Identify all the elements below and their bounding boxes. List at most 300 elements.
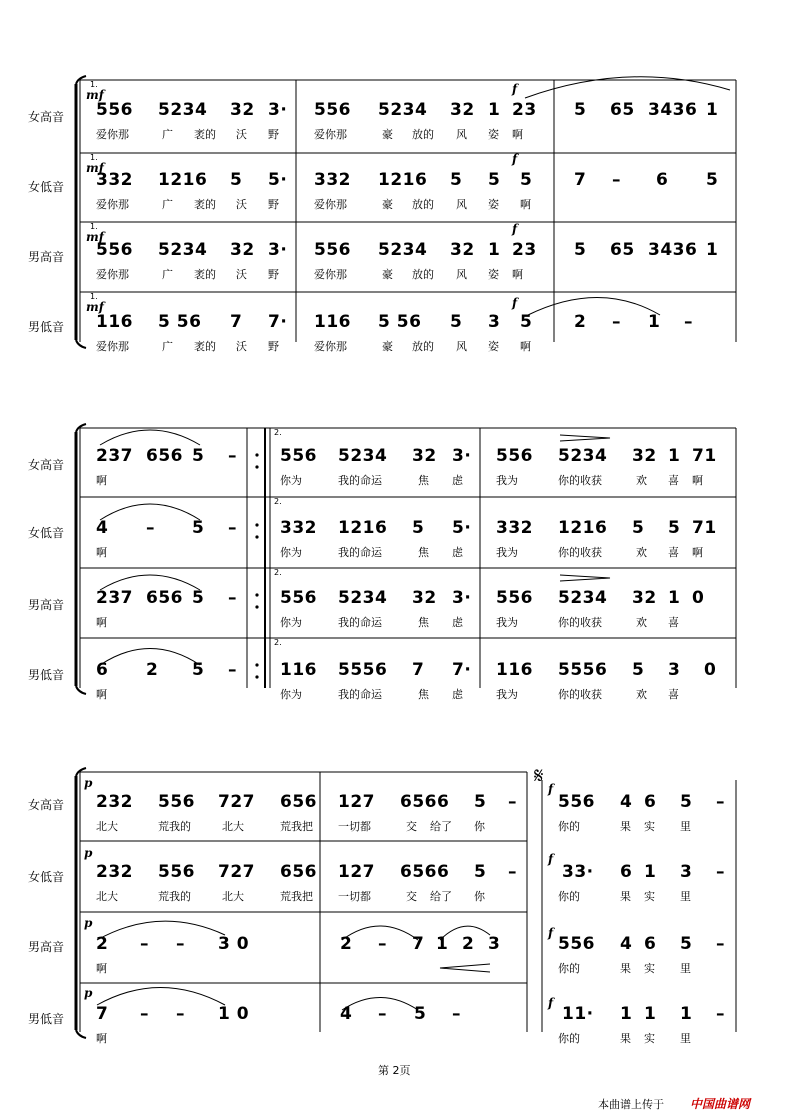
- lyric: 虑: [452, 546, 463, 559]
- note-group: 1: [436, 934, 449, 954]
- note-group: 7: [412, 934, 425, 954]
- note-group: 556: [280, 588, 317, 608]
- note-group: –: [228, 446, 237, 466]
- note-group: –: [716, 934, 725, 954]
- lyric: 你的收获: [558, 474, 602, 487]
- note-group: 556: [496, 588, 533, 608]
- upload-credit: 本曲谱上传于: [598, 1098, 664, 1111]
- lyric: 广: [162, 198, 173, 211]
- lyric: 豪: [382, 268, 393, 281]
- note-group: 3·: [452, 446, 472, 466]
- note-group: 127: [338, 792, 375, 812]
- lyric: 荒我的: [158, 890, 191, 903]
- lyric: 交: [406, 820, 417, 833]
- note-group: 5234: [558, 446, 608, 466]
- lyric: 爱你那: [314, 198, 347, 211]
- lyric: 我的命运: [338, 688, 382, 701]
- note-group: 5: [474, 862, 487, 882]
- note-group: 23: [512, 240, 537, 260]
- note-group: 5: [230, 170, 243, 190]
- note-group: –: [140, 934, 149, 954]
- part-name-tenor: 男高音: [28, 598, 65, 612]
- lyric: 我为: [496, 688, 518, 701]
- dynamic-f: f: [512, 296, 518, 310]
- note-group: 2: [462, 934, 475, 954]
- dynamic-f: f: [512, 152, 518, 166]
- lyric: 北大: [222, 890, 244, 903]
- lyric: 喜: [668, 474, 679, 487]
- lyric: 放的: [412, 128, 434, 141]
- lyric: 爱你那: [96, 340, 129, 353]
- note-group: 5 56: [158, 312, 202, 332]
- part-name-bass: 男低音: [28, 320, 65, 334]
- note-group: 116: [96, 312, 133, 332]
- lyric: 你为: [280, 688, 302, 701]
- lyric: 你: [474, 820, 485, 833]
- note-group: 237: [96, 446, 133, 466]
- page-number: 第 2页: [378, 1064, 411, 1077]
- note-group: –: [176, 934, 185, 954]
- note-group: 4: [620, 792, 633, 812]
- lyric: 你的: [558, 1032, 580, 1045]
- lyric: 实: [644, 820, 655, 833]
- lyric: 我为: [496, 546, 518, 559]
- part-name-tenor: 男高音: [28, 250, 65, 264]
- lyric: 啊: [512, 268, 523, 281]
- lyric: 焦: [418, 688, 429, 701]
- note-group: 5: [192, 446, 205, 466]
- note-group: 5: [520, 170, 533, 190]
- note-group: –: [508, 862, 517, 882]
- note-group: 0: [692, 588, 705, 608]
- note-group: 6: [96, 660, 109, 680]
- note-group: 6: [656, 170, 669, 190]
- lyric: 姿: [488, 198, 499, 211]
- note-group: 7: [230, 312, 243, 332]
- note-group: 3: [488, 312, 501, 332]
- note-group: 4: [96, 518, 109, 538]
- lyric: 果: [620, 890, 631, 903]
- lyric: 野: [268, 268, 279, 281]
- note-group: –: [612, 312, 621, 332]
- lyric: 欢: [636, 474, 647, 487]
- lyric: 沃: [236, 340, 247, 353]
- note-group: 5: [414, 1004, 427, 1024]
- note-group: 2: [340, 934, 353, 954]
- note-group: 1: [668, 446, 681, 466]
- note-group: 32: [450, 240, 475, 260]
- lyric: 北大: [222, 820, 244, 833]
- volta-2: 2.: [274, 497, 282, 506]
- note-group: 23: [512, 100, 537, 120]
- dynamic-f: f: [548, 926, 554, 940]
- note-group: 556: [558, 934, 595, 954]
- note-group: 3: [668, 660, 681, 680]
- lyric: 野: [268, 198, 279, 211]
- note-group: –: [140, 1004, 149, 1024]
- note-group: 3436: [648, 100, 698, 120]
- lyric: 一切都: [338, 890, 371, 903]
- note-group: 7: [96, 1004, 109, 1024]
- lyric: 北大: [96, 890, 118, 903]
- lyric: 啊: [512, 128, 523, 141]
- note-group: 5556: [558, 660, 608, 680]
- lyric: 我的命运: [338, 546, 382, 559]
- lyric: 豪: [382, 198, 393, 211]
- part-name-soprano: 女高音: [28, 798, 65, 812]
- lyric: 啊: [692, 546, 703, 559]
- note-group: 656: [146, 446, 183, 466]
- note-group: 5234: [338, 446, 388, 466]
- note-group: 5: [192, 518, 205, 538]
- lyric: 豪: [382, 128, 393, 141]
- dynamic-mf: mf: [86, 88, 104, 102]
- lyric: 你的: [558, 890, 580, 903]
- note-group: 556: [558, 792, 595, 812]
- lyric: 爱你那: [96, 128, 129, 141]
- lyric: 欢: [636, 616, 647, 629]
- lyric: 一切都: [338, 820, 371, 833]
- note-group: 656: [280, 862, 317, 882]
- note-group: 727: [218, 862, 255, 882]
- note-group: 5: [412, 518, 425, 538]
- note-group: 6566: [400, 862, 450, 882]
- lyric: 交: [406, 890, 417, 903]
- note-group: 556: [314, 240, 351, 260]
- note-group: 32: [230, 100, 255, 120]
- note-group: 5234: [378, 100, 428, 120]
- lyric: 姿: [488, 128, 499, 141]
- dynamic-f: f: [548, 996, 554, 1010]
- lyric: 啊: [96, 962, 107, 975]
- note-group: 2: [146, 660, 159, 680]
- lyric: 姿: [488, 268, 499, 281]
- lyric: 荒我把: [280, 890, 313, 903]
- note-group: 5234: [558, 588, 608, 608]
- dynamic-p: p: [84, 776, 93, 790]
- note-group: –: [716, 862, 725, 882]
- lyric: 豪: [382, 340, 393, 353]
- lyric: 沃: [236, 128, 247, 141]
- lyric: 你为: [280, 616, 302, 629]
- note-group: 656: [146, 588, 183, 608]
- note-group: 2: [96, 934, 109, 954]
- lyric: 袤的: [194, 268, 216, 281]
- lyric: 我为: [496, 616, 518, 629]
- note-group: 5: [632, 518, 645, 538]
- note-group: 33·: [562, 862, 594, 882]
- lyric: 袤的: [194, 340, 216, 353]
- dynamic-f: f: [512, 222, 518, 236]
- note-group: 5: [680, 934, 693, 954]
- lyric: 喜: [668, 688, 679, 701]
- dynamic-f: f: [512, 82, 518, 96]
- lyric: 你的收获: [558, 546, 602, 559]
- volta-1: 1.: [90, 153, 98, 162]
- note-group: 5556: [338, 660, 388, 680]
- lyric: 风: [456, 340, 467, 353]
- lyric: 给了: [430, 820, 452, 833]
- note-group: 32: [632, 446, 657, 466]
- note-group: 32: [450, 100, 475, 120]
- note-group: 116: [496, 660, 533, 680]
- note-group: 5: [192, 588, 205, 608]
- note-group: –: [716, 792, 725, 812]
- note-group: 32: [230, 240, 255, 260]
- lyric: 风: [456, 128, 467, 141]
- dynamic-mf: mf: [86, 300, 104, 314]
- lyric: 我的命运: [338, 616, 382, 629]
- lyric: 放的: [412, 198, 434, 211]
- note-group: 65: [610, 100, 635, 120]
- lyric: 啊: [96, 616, 107, 629]
- lyric: 你的收获: [558, 616, 602, 629]
- note-group: 237: [96, 588, 133, 608]
- note-group: 5: [574, 240, 587, 260]
- note-group: –: [228, 660, 237, 680]
- lyric: 放的: [412, 340, 434, 353]
- note-group: 116: [280, 660, 317, 680]
- lyric: 喜: [668, 616, 679, 629]
- note-group: 32: [412, 588, 437, 608]
- note-group: 5: [450, 312, 463, 332]
- note-group: 5: [706, 170, 719, 190]
- lyric: 啊: [96, 546, 107, 559]
- note-group: 6: [644, 792, 657, 812]
- lyric: 啊: [520, 340, 531, 353]
- lyric: 爱你那: [314, 128, 347, 141]
- note-group: 5·: [268, 170, 288, 190]
- note-group: 656: [280, 792, 317, 812]
- note-group: 556: [280, 446, 317, 466]
- dynamic-p: p: [84, 916, 93, 930]
- volta-1: 1.: [90, 292, 98, 301]
- part-name-soprano: 女高音: [28, 110, 65, 124]
- note-group: 5234: [158, 100, 208, 120]
- note-group: 6: [644, 934, 657, 954]
- note-group: 5234: [158, 240, 208, 260]
- note-group: 5: [450, 170, 463, 190]
- note-group: 5: [488, 170, 501, 190]
- note-group: 332: [96, 170, 133, 190]
- note-group: 5: [520, 312, 533, 332]
- note-group: 6566: [400, 792, 450, 812]
- note-group: 1216: [558, 518, 608, 538]
- note-group: 7: [412, 660, 425, 680]
- site-logo[interactable]: 中国曲谱网: [690, 1097, 751, 1111]
- lyric: 焦: [418, 474, 429, 487]
- dynamic-p: p: [84, 846, 93, 860]
- lyric: 你的收获: [558, 688, 602, 701]
- lyric: 实: [644, 890, 655, 903]
- note-group: 71: [692, 446, 717, 466]
- note-group: 1: [648, 312, 661, 332]
- part-name-alto: 女低音: [28, 180, 65, 194]
- lyric: 沃: [236, 268, 247, 281]
- note-group: 556: [158, 792, 195, 812]
- note-group: 1216: [338, 518, 388, 538]
- lyric: 广: [162, 268, 173, 281]
- note-group: 1: [644, 862, 657, 882]
- lyric: 焦: [418, 616, 429, 629]
- note-group: 332: [280, 518, 317, 538]
- lyric: 果: [620, 962, 631, 975]
- note-group: –: [176, 1004, 185, 1024]
- note-group: 116: [314, 312, 351, 332]
- lyric: 啊: [520, 198, 531, 211]
- volta-2: 2.: [274, 428, 282, 437]
- note-group: 556: [96, 240, 133, 260]
- part-name-tenor: 男高音: [28, 940, 65, 954]
- note-group: 5: [632, 660, 645, 680]
- lyric: 欢: [636, 546, 647, 559]
- note-group: 71: [692, 518, 717, 538]
- note-group: 1: [644, 1004, 657, 1024]
- note-group: –: [228, 588, 237, 608]
- part-name-bass: 男低音: [28, 1012, 65, 1026]
- note-group: 1: [668, 588, 681, 608]
- note-group: 5: [668, 518, 681, 538]
- note-group: 1: [488, 100, 501, 120]
- lyric: 啊: [96, 474, 107, 487]
- lyric: 袤的: [194, 198, 216, 211]
- lyric: 荒我的: [158, 820, 191, 833]
- lyric: 你的: [558, 820, 580, 833]
- lyric: 北大: [96, 820, 118, 833]
- note-group: –: [228, 518, 237, 538]
- note-group: 3·: [452, 588, 472, 608]
- lyric: 爱你那: [96, 268, 129, 281]
- lyric: 广: [162, 128, 173, 141]
- lyric: 袤的: [194, 128, 216, 141]
- volta-1: 1.: [90, 80, 98, 89]
- lyric: 实: [644, 962, 655, 975]
- lyric: 啊: [96, 688, 107, 701]
- note-group: 1: [706, 240, 719, 260]
- part-name-alto: 女低音: [28, 526, 65, 540]
- note-group: 3: [680, 862, 693, 882]
- note-group: 3·: [268, 240, 288, 260]
- part-name-soprano: 女高音: [28, 458, 65, 472]
- lyric: 里: [680, 890, 691, 903]
- lyric: 果: [620, 820, 631, 833]
- lyric: 我的命运: [338, 474, 382, 487]
- note-group: 2: [574, 312, 587, 332]
- lyric: 啊: [96, 1032, 107, 1045]
- note-group: 5234: [338, 588, 388, 608]
- note-group: –: [378, 1004, 387, 1024]
- note-group: 0: [704, 660, 717, 680]
- note-group: 6: [620, 862, 633, 882]
- note-group: 11·: [562, 1004, 594, 1024]
- segno-icon: 𝄋: [534, 764, 544, 789]
- note-group: 1216: [158, 170, 208, 190]
- note-group: 7·: [452, 660, 472, 680]
- lyric: 欢: [636, 688, 647, 701]
- note-group: –: [508, 792, 517, 812]
- lyric: 广: [162, 340, 173, 353]
- note-group: 4: [620, 934, 633, 954]
- note-group: 7: [574, 170, 587, 190]
- note-group: 232: [96, 862, 133, 882]
- note-group: 5·: [452, 518, 472, 538]
- lyric: 风: [456, 268, 467, 281]
- lyric: 爱你那: [314, 340, 347, 353]
- lyric: 喜: [668, 546, 679, 559]
- note-group: 332: [314, 170, 351, 190]
- note-group: 556: [314, 100, 351, 120]
- note-group: –: [684, 312, 693, 332]
- note-group: –: [146, 518, 155, 538]
- lyric: 我为: [496, 474, 518, 487]
- note-group: 727: [218, 792, 255, 812]
- note-group: 32: [412, 446, 437, 466]
- note-group: –: [452, 1004, 461, 1024]
- note-group: 5: [474, 792, 487, 812]
- lyric: 爱你那: [96, 198, 129, 211]
- note-group: 65: [610, 240, 635, 260]
- lyric: 给了: [430, 890, 452, 903]
- note-group: 5: [680, 792, 693, 812]
- note-group: –: [716, 1004, 725, 1024]
- part-name-alto: 女低音: [28, 870, 65, 884]
- lyric: 野: [268, 128, 279, 141]
- lyric: 果: [620, 1032, 631, 1045]
- lyric: 爱你那: [314, 268, 347, 281]
- lyric: 里: [680, 962, 691, 975]
- volta-2: 2.: [274, 568, 282, 577]
- dynamic-f: f: [548, 782, 554, 796]
- note-group: 32: [632, 588, 657, 608]
- lyric: 里: [680, 820, 691, 833]
- dynamic-p: p: [84, 986, 93, 1000]
- note-group: 5234: [378, 240, 428, 260]
- note-group: 1: [488, 240, 501, 260]
- note-group: 1: [680, 1004, 693, 1024]
- dynamic-f: f: [548, 852, 554, 866]
- lyric: 荒我把: [280, 820, 313, 833]
- part-name-bass: 男低音: [28, 668, 65, 682]
- note-group: 5: [192, 660, 205, 680]
- lyric: 你: [474, 890, 485, 903]
- lyric: 沃: [236, 198, 247, 211]
- note-group: 556: [158, 862, 195, 882]
- note-group: 3: [488, 934, 501, 954]
- note-group: 7·: [268, 312, 288, 332]
- note-group: 1 0: [218, 1004, 250, 1024]
- lyric: 你的: [558, 962, 580, 975]
- lyric: 虑: [452, 688, 463, 701]
- lyric: 里: [680, 1032, 691, 1045]
- dynamic-mf: mf: [86, 230, 104, 244]
- lyric: 啊: [692, 474, 703, 487]
- note-group: 1216: [378, 170, 428, 190]
- note-group: 1: [620, 1004, 633, 1024]
- lyric: 姿: [488, 340, 499, 353]
- note-group: 127: [338, 862, 375, 882]
- lyric: 你为: [280, 546, 302, 559]
- lyric: 你为: [280, 474, 302, 487]
- lyric: 放的: [412, 268, 434, 281]
- lyric: 实: [644, 1032, 655, 1045]
- note-group: 5 56: [378, 312, 422, 332]
- note-group: 232: [96, 792, 133, 812]
- note-group: 4: [340, 1004, 353, 1024]
- note-group: 3436: [648, 240, 698, 260]
- volta-1: 1.: [90, 222, 98, 231]
- note-group: –: [378, 934, 387, 954]
- note-group: 5: [574, 100, 587, 120]
